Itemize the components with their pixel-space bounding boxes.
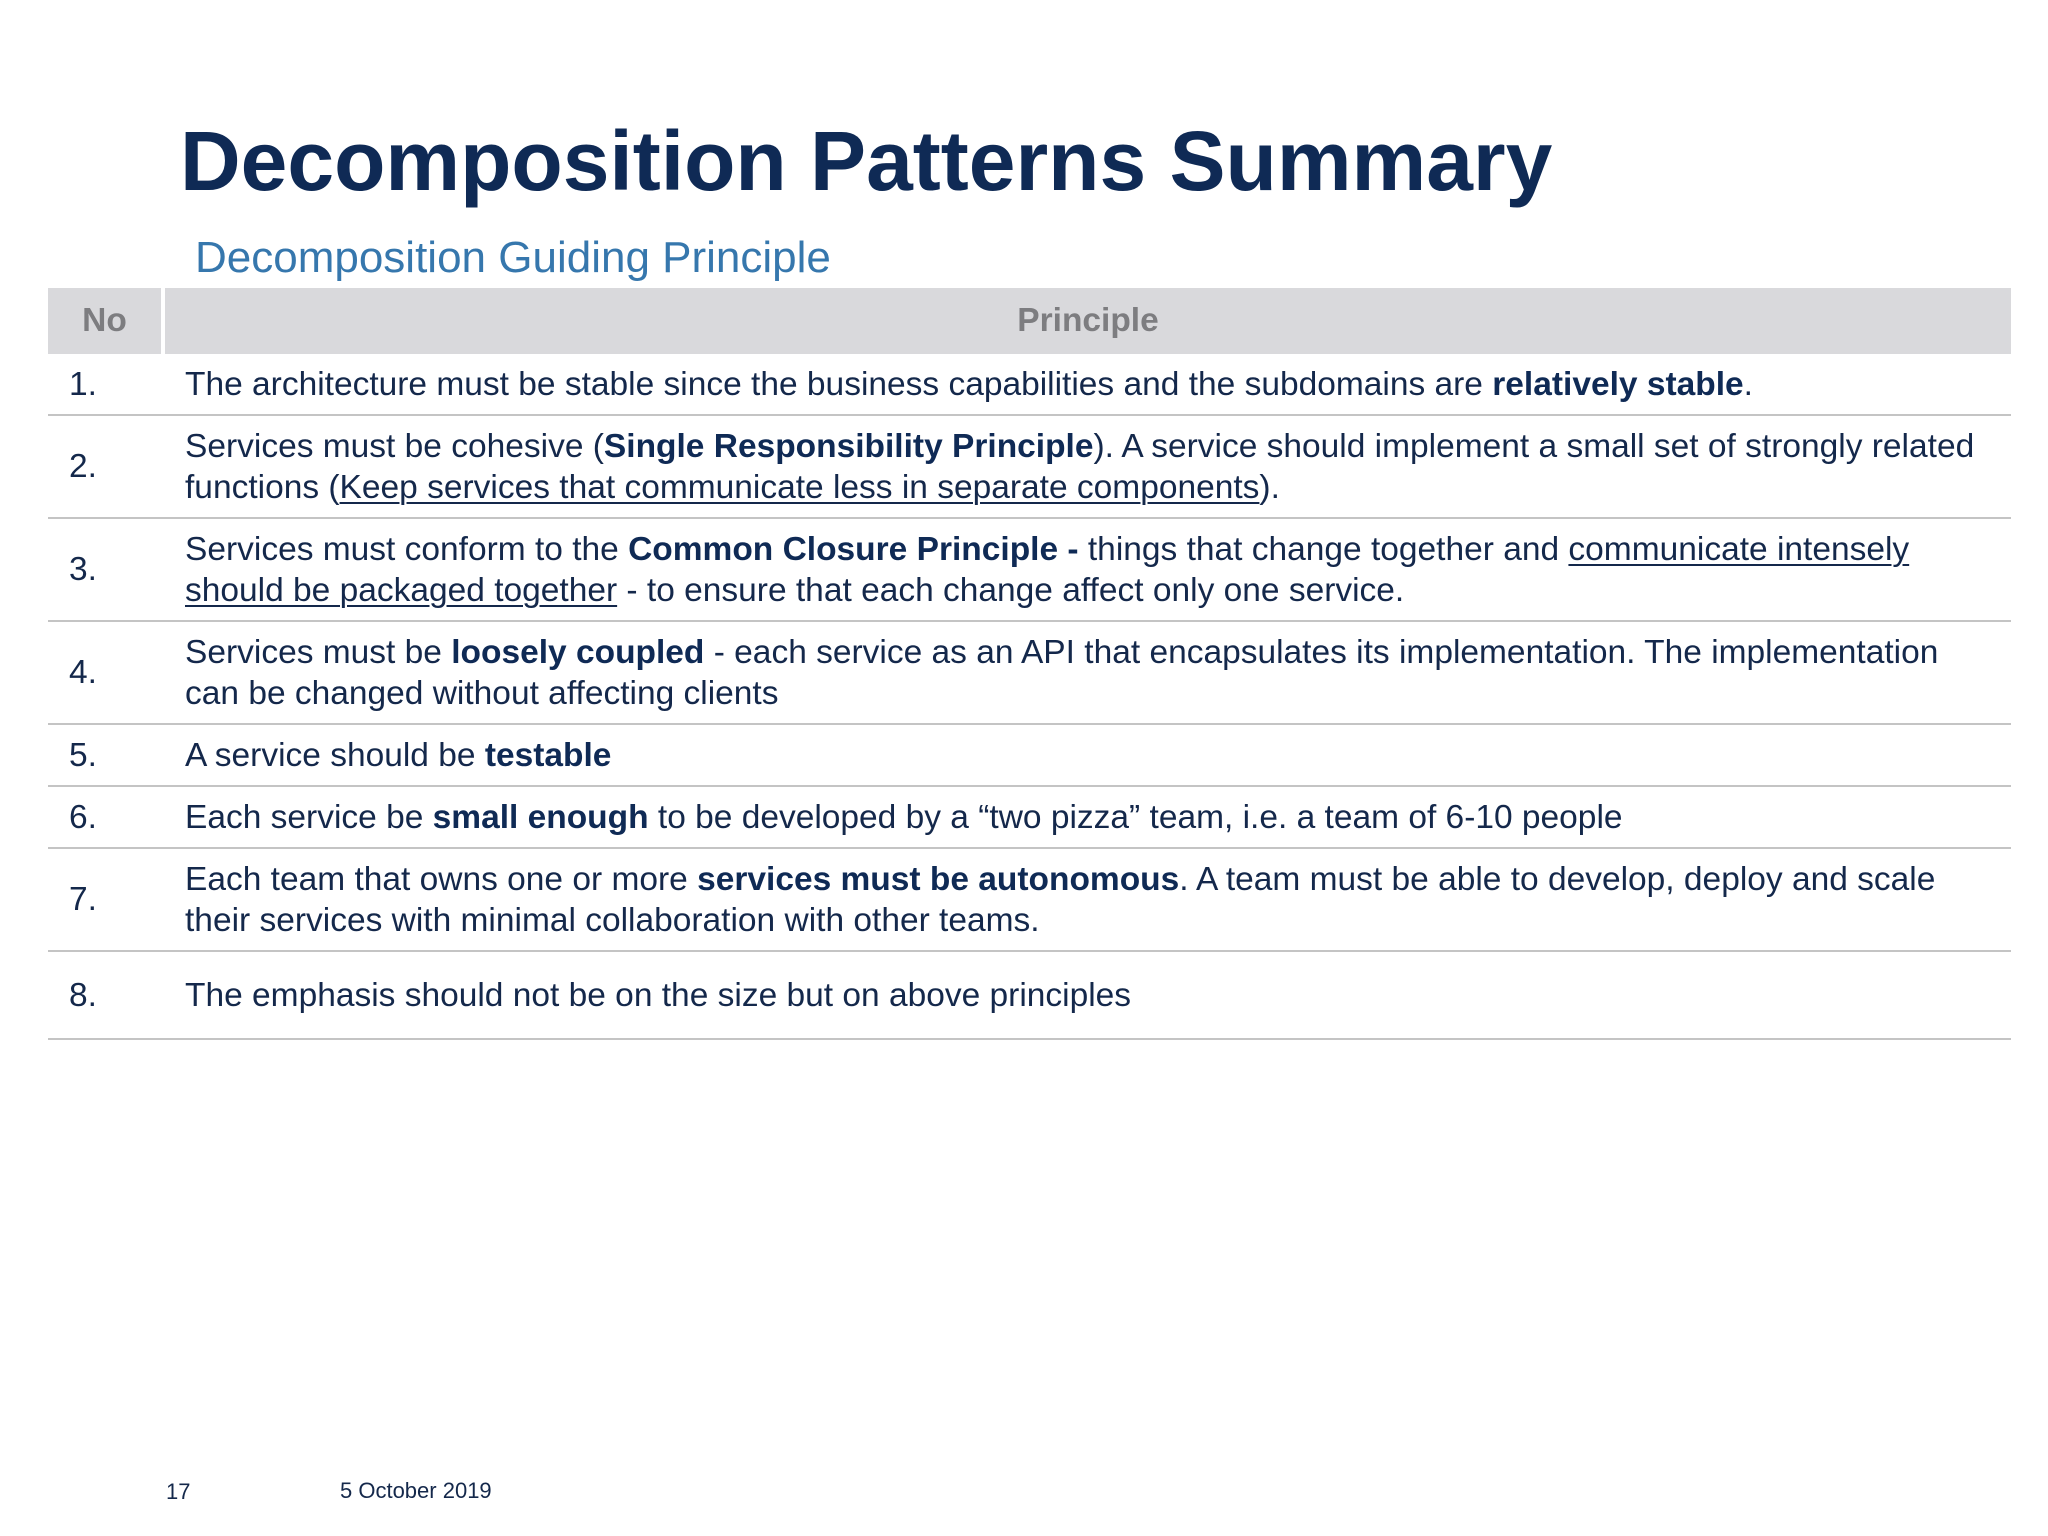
row-number: 1.: [48, 354, 163, 415]
row-number: 7.: [48, 848, 163, 951]
principle-text-segment: - each service as an API that encapsulates its implementation. The implementation can be changed without affecting clients: [185, 633, 1939, 712]
row-number: 3.: [48, 518, 163, 621]
table-row: [48, 518, 2011, 621]
principles-table: [48, 288, 2011, 1040]
principle-text-segment: things that change together and: [1087, 530, 1569, 568]
table-row: [48, 951, 2011, 1039]
table-row: [48, 848, 2011, 951]
table-row: [48, 724, 2011, 786]
row-number: 8.: [48, 951, 163, 1039]
principle-text: [163, 951, 2011, 1039]
principle-text-segment: ).: [1259, 468, 1280, 506]
row-number: 2.: [48, 415, 163, 518]
principle-text: [163, 848, 2011, 951]
emphasis-text: Common Closure Principle -: [628, 530, 1088, 568]
principle-text-segment: - to ensure that each change affect only one service.: [617, 571, 1405, 609]
table-row: [48, 621, 2011, 724]
emphasis-text: relatively stable: [1492, 365, 1744, 403]
principle-text-segment: The emphasis should not be on the size but on above principles: [185, 976, 1132, 1014]
principle-text-segment: . A team must be able to develop, deploy and scale their services with minimal collaboration with other teams.: [185, 860, 1936, 939]
principle-text-segment: Services must be cohesive (: [185, 427, 604, 465]
table-row: [48, 354, 2011, 415]
principle-text-segment: Services must conform to the: [185, 530, 629, 568]
table-header-row: [48, 288, 2011, 354]
emphasis-text: services must be autonomous: [697, 860, 1180, 898]
principle-text: [163, 621, 2011, 724]
principle-text-segment: Services must be: [185, 633, 452, 671]
principle-text-segment: ). A service should implement a small set of strongly related functions (: [185, 427, 1975, 506]
underlined-text: communicate intensely should be packaged together: [185, 530, 1910, 609]
row-number: 6.: [48, 786, 163, 848]
underlined-text: Keep services that communicate less in separate components: [339, 468, 1260, 506]
principle-text: [163, 786, 2011, 848]
principle-text-segment: .: [1743, 365, 1753, 403]
table-row: [48, 415, 2011, 518]
row-number: 4.: [48, 621, 163, 724]
emphasis-text: Single Responsibility Principle: [603, 427, 1094, 465]
principle-text: [163, 354, 2011, 415]
principle-text: [163, 518, 2011, 621]
emphasis-text: testable: [484, 736, 612, 774]
emphasis-text: loosely coupled: [451, 633, 705, 671]
column-header-no: No: [48, 288, 163, 354]
principle-text-segment: A service should be: [185, 736, 485, 774]
principle-text-segment: Each team that owns one or more: [185, 860, 698, 898]
page-number: 17: [166, 1479, 191, 1504]
emphasis-text: small enough: [432, 798, 649, 836]
footer-date: 5 October 2019: [340, 1478, 492, 1503]
principle-text-segment: to be developed by a “two pizza” team, i.e. a team of 6-10 people: [648, 798, 1623, 836]
column-header-principle: Principle: [163, 288, 2011, 354]
row-number: 5.: [48, 724, 163, 786]
slide-title: Decomposition Patterns Summary: [180, 114, 1553, 208]
slide-subtitle: Decomposition Guiding Principle: [195, 233, 831, 282]
principle-text: [163, 415, 2011, 518]
principle-text-segment: The architecture must be stable since the business capabilities and the subdomains are: [185, 365, 1493, 403]
table-row: [48, 786, 2011, 848]
principle-text-segment: Each service be: [185, 798, 433, 836]
principle-text: [163, 724, 2011, 786]
